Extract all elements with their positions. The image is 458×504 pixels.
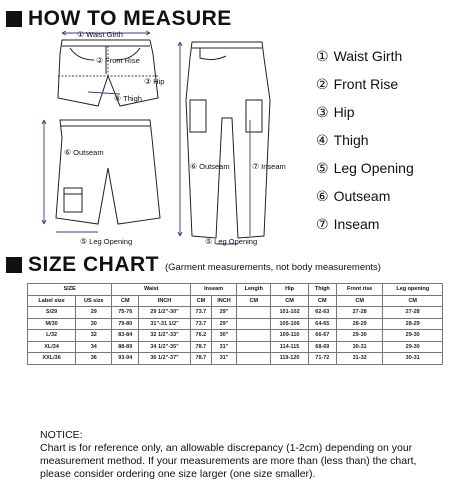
sub-header-cell: INCH (139, 295, 191, 307)
table-cell: 36 1/2"-37" (139, 353, 191, 365)
legend-item-leg-opening: ⑤ Leg Opening (316, 159, 414, 176)
size-chart-table (27, 283, 443, 365)
table-cell (237, 318, 271, 330)
size-chart-header (6, 254, 381, 275)
legend-item-inseam: ⑦ Inseam (316, 215, 380, 232)
sub-header-cell: CM (112, 295, 139, 307)
table-cell: 29-30 (383, 341, 443, 353)
table-cell: 64-65 (308, 318, 336, 330)
table-cell: 114-115 (271, 341, 308, 353)
table-cell: 73.7 (191, 318, 212, 330)
table-cell (237, 307, 271, 319)
how-to-measure-title: HOW TO MEASURE (28, 7, 232, 30)
table-cell: 79-80 (112, 318, 139, 330)
group-header-front-rise: Front rise (336, 284, 383, 296)
table-cell: 30 (76, 318, 112, 330)
table-cell: 31" (211, 341, 237, 353)
table-cell: 109-110 (271, 330, 308, 342)
table-cell: 31" (211, 353, 237, 365)
sub-header-cell: CM (383, 295, 443, 307)
table-row (28, 330, 443, 342)
size-chart-note: (Garment measurements, not body measurements) (165, 262, 381, 273)
table-cell (237, 341, 271, 353)
table-cell: 101-102 (271, 307, 308, 319)
table-cell: 73.7 (191, 307, 212, 319)
table-cell: 78.7 (191, 341, 212, 353)
table-cell: 29 1/2"-30" (139, 307, 191, 319)
legend-item-front-rise: ② Front Rise (316, 75, 399, 92)
table-cell: 29" (211, 307, 237, 319)
table-row (28, 307, 443, 319)
table-cell: 105-106 (271, 318, 308, 330)
table-cell: 34 (76, 341, 112, 353)
size-chart-square-icon (6, 257, 22, 273)
table-group-header-row (28, 284, 443, 296)
table-cell: 71-72 (308, 353, 336, 365)
table-cell: 28-29 (383, 318, 443, 330)
sub-header-cell: INCH (211, 295, 237, 307)
group-header-waist: Waist (112, 284, 191, 296)
group-header-thigh: Thigh (308, 284, 336, 296)
table-cell: 27-28 (336, 307, 383, 319)
label-front-rise: ② Front Rise (96, 56, 140, 65)
sub-header-cell: US size (76, 295, 112, 307)
label-hip: ③ Hip (144, 77, 165, 86)
notice-text: Chart is for reference only, an allowable discrepancy (1-2cm) depending on your measurement method. If your measurements are more than (less than) the chart, please consider ordering one size larger (one size smaller). (40, 442, 417, 480)
table-cell (237, 330, 271, 342)
table-row (28, 318, 443, 330)
table-cell: XXL/36 (28, 353, 76, 365)
table-cell: 76.2 (191, 330, 212, 342)
long-pants-sketch (186, 42, 270, 238)
group-header-leg-opening: Leg opening (383, 284, 443, 296)
table-cell: S/29 (28, 307, 76, 319)
legend-item-outseam: ⑥ Outseam (316, 187, 391, 204)
label-outseam-short: ⑥ Outseam (64, 148, 104, 157)
table-cell: 29-30 (383, 330, 443, 342)
table-cell: 36 (76, 353, 112, 365)
table-cell: 31-32 (336, 353, 383, 365)
table-cell: 31"-31 1/2" (139, 318, 191, 330)
table-cell: 32 1/2"-33" (139, 330, 191, 342)
sub-header-cell: Label size (28, 295, 76, 307)
how-to-measure-header (6, 8, 232, 29)
table-cell: 29-30 (336, 330, 383, 342)
label-waist-girth: ① Waist Girth (77, 30, 123, 39)
table-cell: 68-69 (308, 341, 336, 353)
group-header-inseam: Inseam (191, 284, 237, 296)
table-cell: 78.7 (191, 353, 212, 365)
sub-header-cell: CM (237, 295, 271, 307)
table-cell: 83-84 (112, 330, 139, 342)
legend-item-thigh: ④ Thigh (316, 131, 369, 148)
shorts-side-sketch (56, 120, 160, 224)
table-cell: 66-67 (308, 330, 336, 342)
table-cell: 34 1/2"-35" (139, 341, 191, 353)
table-cell: M/30 (28, 318, 76, 330)
table-cell: 32 (76, 330, 112, 342)
label-leg-opening-short: ⑤ Leg Opening (80, 237, 133, 246)
size-chart-title: SIZE CHART (28, 253, 159, 276)
legend-item-waist-girth: ① Waist Girth (316, 47, 403, 64)
group-header-length: Length (237, 284, 271, 296)
table-cell: 28-29 (336, 318, 383, 330)
table-cell: 30-31 (336, 341, 383, 353)
table-cell: 88-89 (112, 341, 139, 353)
label-outseam-long: ⑥ Outseam (190, 162, 230, 171)
label-thigh: ④ Thigh (114, 94, 142, 103)
table-cell: 27-28 (383, 307, 443, 319)
table-cell: 75-76 (112, 307, 139, 319)
table-cell: 62-63 (308, 307, 336, 319)
table-cell: 93-94 (112, 353, 139, 365)
table-sub-header-row (28, 295, 443, 307)
table-row (28, 353, 443, 365)
table-cell: L/32 (28, 330, 76, 342)
table-cell (237, 353, 271, 365)
notice-block (40, 429, 430, 481)
header-square-icon (6, 11, 22, 27)
table-cell: 29 (76, 307, 112, 319)
group-header-size: SIZE (28, 284, 112, 296)
legend-item-hip: ③ Hip (316, 103, 355, 120)
group-header-hip: Hip (271, 284, 308, 296)
notice-title: NOTICE: (40, 429, 83, 441)
sub-header-cell: CM (191, 295, 212, 307)
table-cell: 30" (211, 330, 237, 342)
table-cell: XL/34 (28, 341, 76, 353)
table-cell: 30-31 (383, 353, 443, 365)
label-leg-opening-long: ⑤ Leg Opening (205, 237, 258, 246)
sub-header-cell: CM (336, 295, 383, 307)
sub-header-cell: CM (271, 295, 308, 307)
table-row (28, 341, 443, 353)
table-cell: 119-120 (271, 353, 308, 365)
sub-header-cell: CM (308, 295, 336, 307)
measurement-legend (316, 42, 414, 238)
label-inseam: ⑦ Inseam (252, 162, 286, 171)
table-cell: 29" (211, 318, 237, 330)
